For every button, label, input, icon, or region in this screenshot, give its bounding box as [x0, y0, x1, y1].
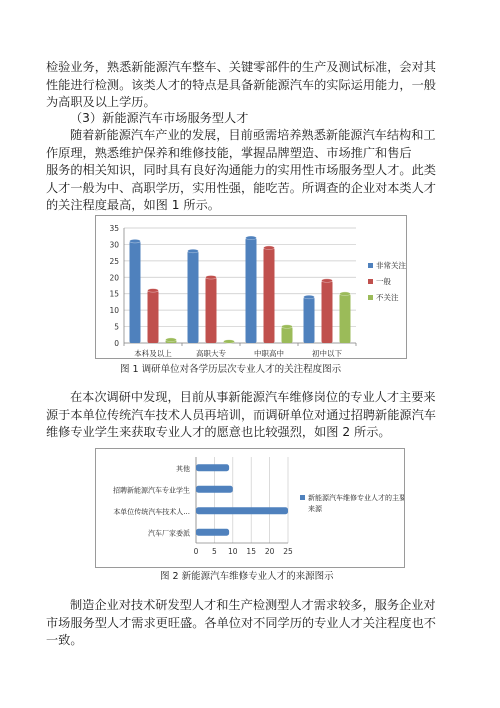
- text-line: 维修专业学生来获取专业人才的愿意也比较强烈，如图 2 所示。: [46, 425, 391, 440]
- bar-cap: [264, 246, 275, 250]
- bar-非常关注: [188, 251, 199, 343]
- bar-cap: [340, 292, 351, 296]
- figure-1-chart: [96, 216, 406, 358]
- y-tick-label: 0: [114, 339, 119, 348]
- y-tick-label: 本单位传统汽车技术人...: [113, 507, 190, 516]
- legend-swatch: [368, 263, 373, 268]
- figure-2-caption: 图 2 新能源汽车维修专业人才的来源图示: [160, 571, 334, 582]
- bar-非常关注: [304, 297, 315, 343]
- heading-text: （3）新能源汽车市场服务型人才: [70, 111, 249, 125]
- text-line: 制造企业对技术研发型人才和生产检测型人才需求较多，服务企业对: [70, 598, 436, 612]
- bar-cap: [224, 340, 235, 344]
- text-line: 检验业务，熟悉新能源汽车整车、关键零部件的生产及测试标准，会对其: [46, 60, 436, 74]
- bar-cap: [206, 275, 217, 279]
- paragraph-4: [46, 597, 456, 650]
- x-tick-label: 初中以下: [312, 349, 342, 358]
- text-line: 作原理，熟悉维护保养和维修技能，掌握品牌塑造、市场推广和售后: [46, 145, 412, 160]
- bar-非常关注: [246, 238, 257, 343]
- bar-一般: [264, 248, 275, 343]
- bar-本单位传统汽车技术人...: [196, 507, 288, 514]
- legend-label: 新能源汽车维修专业人才的主要: [308, 494, 404, 502]
- y-tick-label: 招聘新能源汽车专业学生: [113, 486, 190, 495]
- bar-cap: [148, 289, 159, 293]
- section-heading: [70, 110, 480, 128]
- x-tick-label: 10: [228, 547, 238, 556]
- bar-非常关注: [130, 241, 141, 343]
- text-line: 为高职及以上学历。: [46, 95, 156, 110]
- legend-swatch: [368, 279, 373, 284]
- text-line: 源于本单位传统汽车技术人员再培训，而调研单位对通过招聘新能源汽车: [46, 407, 436, 422]
- bar-cap: [188, 249, 199, 253]
- bar-cap: [246, 236, 257, 240]
- y-tick-label: 汽车厂家委派: [148, 529, 190, 538]
- x-tick-label: 中职高中: [254, 349, 284, 358]
- bar-cap: [304, 295, 315, 299]
- y-tick-label: 5: [114, 322, 119, 332]
- text-line: 服务的相关知识，同时具有良好沟通能力的实用性市场服务型人才。此类: [46, 163, 436, 178]
- bar-cap: [322, 279, 333, 283]
- y-tick-label: 25: [109, 256, 119, 266]
- bar-cap: [282, 325, 293, 329]
- text-line: 一致。: [46, 633, 83, 648]
- x-tick-label: 25: [283, 547, 293, 556]
- bar-一般: [148, 290, 159, 343]
- y-tick-label: 20: [109, 273, 119, 283]
- x-tick-label: 本科及以上: [134, 349, 172, 358]
- legend-label: 非常关注: [376, 261, 406, 270]
- bar-招聘新能源汽车专业学生: [196, 486, 233, 493]
- text-line: 市场服务型人才需求更旺盛。各单位对不同学历的专业人才关注程度也不: [46, 615, 436, 630]
- y-tick-label: 30: [109, 240, 119, 250]
- x-tick-label: 0: [193, 547, 199, 556]
- text-line: 的关注程度最高，如图 1 所示。: [46, 198, 220, 213]
- paragraph-1: [46, 59, 456, 112]
- paragraph-2: [46, 127, 456, 215]
- figure-2-chart: [96, 449, 404, 567]
- legend-label: 一般: [376, 277, 391, 286]
- text-line: 人才一般为中、高职学历，实用性强，能吃苦。所调查的企业对本类人才: [46, 180, 436, 195]
- bar-不关注: [282, 327, 293, 343]
- y-tick-label: 15: [109, 289, 119, 299]
- figure-1-caption: 图 1 调研单位对各学历层次专业人才的关注程度图示: [120, 364, 342, 375]
- bar-其他: [196, 464, 229, 471]
- x-tick-label: 5: [212, 547, 217, 556]
- legend-swatch: [300, 495, 305, 500]
- text-line: 随着新能源汽车产业的发展，目前亟需培养熟悉新能源汽车结构和工: [70, 128, 436, 142]
- legend-label: 来源: [308, 505, 322, 513]
- bar-汽车厂家委派: [196, 529, 229, 536]
- bar-cap: [166, 338, 177, 342]
- x-tick-label: 高职大专: [196, 349, 226, 358]
- bar-不关注: [340, 294, 351, 343]
- paragraph-3: [46, 389, 456, 442]
- text-line: 性能进行检测。该类人才的特点是具备新能源汽车的实际运用能力，一般: [46, 77, 436, 92]
- legend-swatch: [368, 295, 373, 300]
- bar-一般: [322, 281, 333, 343]
- y-tick-label: 10: [109, 306, 119, 316]
- y-tick-label: 35: [109, 224, 119, 233]
- y-tick-label: 其他: [176, 464, 190, 473]
- x-tick-label: 20: [264, 547, 275, 556]
- x-tick-label: 15: [246, 547, 256, 556]
- bar-cap: [130, 239, 141, 243]
- figure-2-frame: [95, 448, 405, 568]
- bar-一般: [206, 277, 217, 343]
- text-line: 在本次调研中发现，目前从事新能源汽车维修岗位的专业人才主要来: [70, 390, 436, 404]
- legend-label: 不关注: [376, 293, 399, 302]
- figure-1-frame: [95, 215, 407, 359]
